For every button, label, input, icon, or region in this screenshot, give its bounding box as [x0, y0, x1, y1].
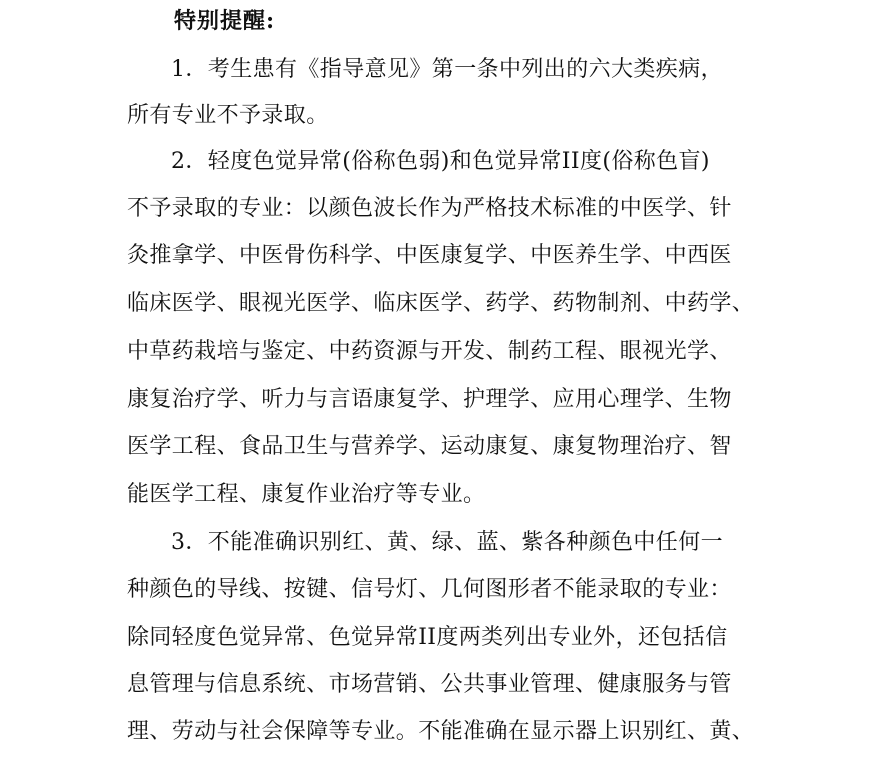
paragraph-line: 康复治疗学、听力与言语康复学、护理学、应用心理学、生物	[127, 387, 732, 412]
section-heading: 特别提醒:	[174, 8, 276, 34]
paragraph-line: 1．考生患有《指导意见》第一条中列出的六大类疾病，	[171, 57, 723, 82]
paragraph-line: 理、劳动与社会保障等专业。不能准确在显示器上识别红、黄、	[127, 719, 755, 744]
paragraph-line: 所有专业不予录取。	[127, 103, 329, 128]
paragraph-line: 不予录取的专业：以颜色波长作为严格技术标准的中医学、针	[127, 196, 732, 221]
paragraph-line: 息管理与信息系统、市场营销、公共事业管理、健康服务与管	[127, 672, 732, 697]
paragraph-line: 灸推拿学、中医骨伤科学、中医康复学、中医养生学、中西医	[127, 243, 732, 268]
paragraph-line: 3．不能准确识别红、黄、绿、蓝、紫各种颜色中任何一	[171, 530, 723, 555]
paragraph-line: 医学工程、食品卫生与营养学、运动康复、康复物理治疗、智	[127, 434, 732, 459]
paragraph-line: 临床医学、眼视光医学、临床医学、药学、药物制剂、中药学、	[127, 291, 755, 316]
paragraph-line: 2．轻度色觉异常(俗称色弱)和色觉异常II度(俗称色盲)	[171, 149, 710, 174]
paragraph-line: 能医学工程、康复作业治疗等专业。	[127, 482, 486, 507]
paragraph-line: 种颜色的导线、按键、信号灯、几何图形者不能录取的专业：	[127, 577, 732, 602]
paragraph-line: 中草药栽培与鉴定、中药资源与开发、制药工程、眼视光学、	[127, 339, 732, 364]
paragraph-line: 除同轻度色觉异常、色觉异常II度两类列出专业外，还包括信	[127, 625, 728, 650]
